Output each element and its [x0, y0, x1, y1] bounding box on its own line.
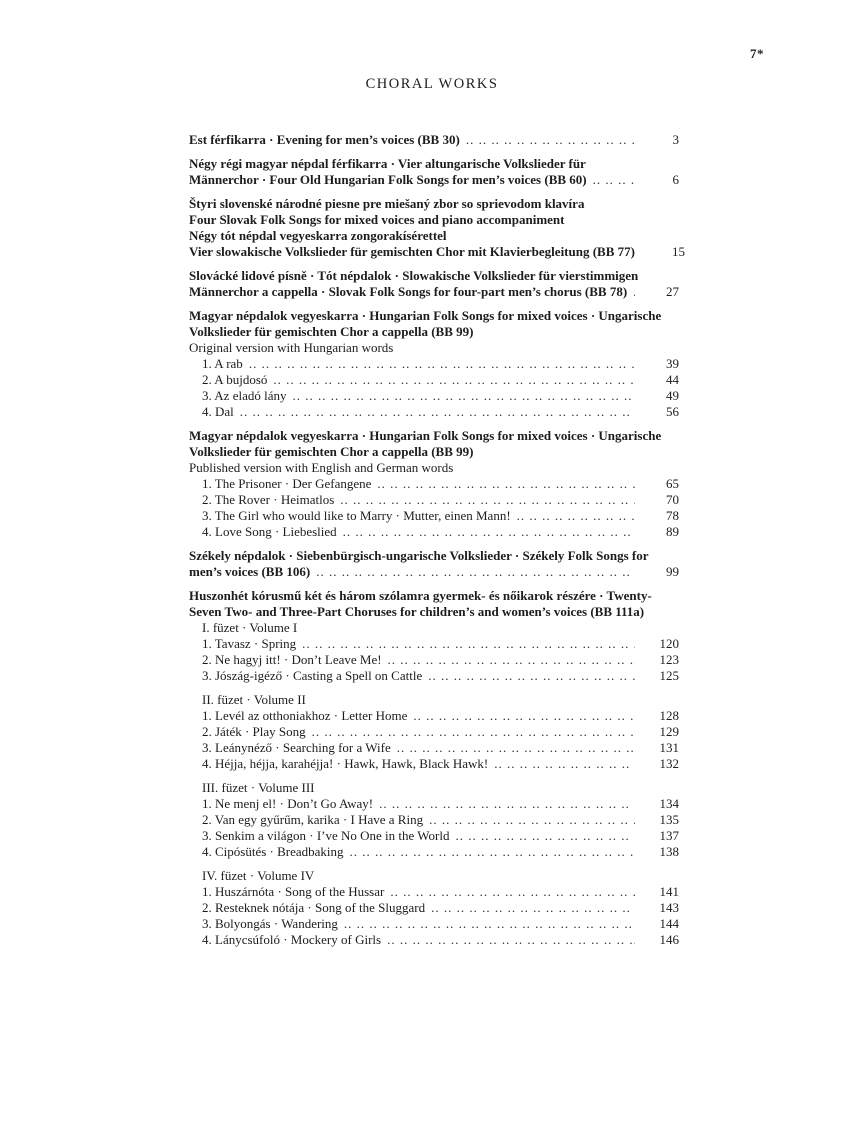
dot-leader: [517, 508, 635, 524]
dot-leader: [494, 756, 635, 772]
entry-page-number: 128: [659, 708, 679, 723]
entry-text: Slovácké lidové písně · Tót népdalok · Slowakische Volkslieder für vierstimmigen: [189, 268, 639, 283]
entry-page-number: 99: [666, 564, 679, 579]
toc-line: [189, 604, 679, 620]
toc-line: [189, 428, 679, 444]
page-title: CHORAL WORKS: [365, 76, 499, 92]
toc-line: [189, 724, 679, 740]
entry-text: 1. A rab: [202, 356, 243, 371]
toc-line: [189, 692, 679, 708]
toc-line: [189, 492, 679, 508]
entry-text: 3. Az eladó lány: [202, 388, 287, 403]
toc-line: [189, 740, 679, 756]
toc-line: [189, 812, 679, 828]
entry-page-number: 131: [659, 740, 679, 755]
toc-line: [189, 444, 679, 460]
entry-page-number: 135: [659, 812, 679, 827]
toc-line: [189, 916, 679, 932]
dot-leader: [377, 476, 635, 492]
entry-text: 1. Tavasz · Spring: [202, 636, 297, 651]
entry-text: 1. Huszárnóta · Song of the Hussar: [202, 884, 385, 899]
entry-text: Vier slowakische Volkslieder für gemischten Chor mit Klavierbegleitung (BB 77): [189, 244, 635, 259]
toc-line: [189, 868, 679, 884]
toc-line: [189, 508, 679, 524]
entry-text: 4. Love Song · Liebeslied: [202, 524, 337, 539]
entry-page-number: 144: [659, 916, 679, 931]
toc-line: [189, 796, 679, 812]
toc-line: [189, 340, 679, 356]
toc-line: [189, 900, 679, 916]
toc-line: [189, 268, 679, 284]
entry-page-number: 132: [659, 756, 679, 771]
entry-text: Négy tót népdal vegyeskarra zongorakísérettel: [189, 228, 447, 243]
toc-line: [189, 284, 679, 300]
entry-text: Seven Two- and Three-Part Choruses for children’s and women’s voices (BB 111a): [189, 604, 645, 619]
entry-page-number: 49: [666, 388, 679, 403]
toc-line: [189, 884, 679, 900]
entry-text: 2. Van egy gyűrűm, karika · I Have a Ring: [202, 812, 424, 827]
dot-leader: [343, 524, 635, 540]
entry-text: 3. Bolyongás · Wandering: [202, 916, 338, 931]
toc-block: [189, 196, 685, 260]
entry-text: II. füzet · Volume II: [202, 692, 306, 707]
toc-line: [189, 620, 679, 636]
entry-page-number: 6: [672, 172, 679, 187]
toc-block: [189, 268, 679, 300]
toc-line: [189, 356, 679, 372]
entry-text: 4. Cipósütés · Breadbaking: [202, 844, 344, 859]
entry-text: 1. Levél az otthoniakhoz · Letter Home: [202, 708, 408, 723]
dot-leader: [249, 356, 635, 372]
toc-block: [189, 156, 679, 188]
entry-page-number: 146: [659, 932, 679, 947]
toc-line: [189, 372, 679, 388]
entry-page-number: 138: [659, 844, 679, 859]
entry-text: Four Slovak Folk Songs for mixed voices and piano accompaniment: [189, 212, 565, 227]
table-of-contents: [189, 132, 685, 948]
toc-line: [189, 932, 679, 948]
entry-text: Männerchor a cappella · Slovak Folk Songs for four-part men’s chorus (BB 78): [189, 284, 628, 299]
dot-leader: [240, 404, 635, 420]
toc-block: [189, 428, 679, 540]
entry-text: Magyar népdalok vegyeskarra · Hungarian Folk Songs for mixed voices · Ungarische: [189, 428, 662, 443]
toc-block: [189, 132, 679, 148]
dot-leader: [429, 812, 635, 828]
toc-line: [189, 780, 679, 796]
toc-line: [189, 588, 679, 604]
entry-text: 4. Héjja, héjja, karahéjja! · Hawk, Hawk, Black Hawk!: [202, 756, 489, 771]
toc-line: [189, 668, 679, 684]
entry-page-number: 129: [659, 724, 679, 739]
dot-leader: [273, 372, 635, 388]
entry-text: men’s voices (BB 106): [189, 564, 311, 579]
entry-page-number: 78: [666, 508, 679, 523]
entry-page-number: 123: [659, 652, 679, 667]
dot-leader: [344, 916, 635, 932]
entry-text: Est férfikarra · Evening for men’s voices (BB 30): [189, 132, 460, 147]
toc-line: [189, 548, 679, 564]
entry-text: Négy régi magyar népdal férfikarra · Vier altungarische Volkslieder für: [189, 156, 586, 171]
entry-page-number: 27: [666, 284, 679, 299]
entry-page-number: 120: [659, 636, 679, 651]
entry-text: 4. Dal: [202, 404, 234, 419]
entry-text: 1. The Prisoner · Der Gefangene: [202, 476, 372, 491]
entry-text: Székely népdalok · Siebenbürgisch-ungarische Volkslieder · Székely Folk Songs for: [189, 548, 649, 563]
dot-leader: [431, 900, 635, 916]
dot-leader: [388, 652, 635, 668]
toc-block: [189, 548, 679, 580]
entry-text: I. füzet · Volume I: [202, 620, 298, 635]
entry-text: III. füzet · Volume III: [202, 780, 315, 795]
toc-line: [189, 844, 679, 860]
page-number: 7*: [750, 46, 764, 61]
dot-leader: [413, 708, 635, 724]
dot-leader: [387, 932, 635, 948]
dot-leader: [316, 564, 635, 580]
toc-line: [189, 828, 679, 844]
dot-leader: [428, 668, 635, 684]
entry-text: Huszonhét kórusmű két és három szólamra gyermek- és nőikarok részére · Twenty-: [189, 588, 652, 603]
entry-page-number: 125: [659, 668, 679, 683]
dot-leader: [312, 724, 635, 740]
entry-page-number: 39: [666, 356, 679, 371]
entry-text: Volkslieder für gemischten Chor a cappella (BB 99): [189, 444, 474, 459]
toc-line: [189, 524, 679, 540]
dot-leader: [350, 844, 635, 860]
toc-block: [189, 308, 679, 420]
entry-text: 2. A bujdosó: [202, 372, 268, 387]
dot-leader: [340, 492, 635, 508]
entry-text: Männerchor · Four Old Hungarian Folk Songs for men’s voices (BB 60): [189, 172, 587, 187]
dot-leader: [302, 636, 635, 652]
toc-line: [189, 756, 679, 772]
toc-line: [189, 636, 679, 652]
toc-line: [189, 228, 679, 244]
entry-text: 2. The Rover · Heimatlos: [202, 492, 335, 507]
entry-page-number: 15: [671, 244, 685, 259]
toc-line: [189, 156, 679, 172]
entry-text: Volkslieder für gemischten Chor a cappella (BB 99): [189, 324, 474, 339]
toc-line: [189, 324, 679, 340]
entry-page-number: 89: [666, 524, 679, 539]
dot-leader: [379, 796, 635, 812]
entry-text: Magyar népdalok vegyeskarra · Hungarian Folk Songs for mixed voices · Ungarische: [189, 308, 662, 323]
dot-leader: [455, 828, 635, 844]
entry-text: Original version with Hungarian words: [189, 340, 394, 355]
entry-text: 2. Ne hagyj itt! · Don’t Leave Me!: [202, 652, 382, 667]
toc-line: [189, 460, 679, 476]
entry-page-number: 134: [659, 796, 679, 811]
entry-page-number: 65: [666, 476, 679, 491]
dot-leader: [292, 388, 635, 404]
entry-text: 3. Leánynéző · Searching for a Wife: [202, 740, 391, 755]
toc-line: [189, 308, 679, 324]
toc-block: [189, 588, 679, 948]
toc-line: [189, 244, 685, 260]
entry-text: 3. Jószág-igéző · Casting a Spell on Cattle: [202, 668, 423, 683]
toc-line: [189, 132, 679, 148]
entry-text: IV. füzet · Volume IV: [202, 868, 315, 883]
entry-page-number: 141: [659, 884, 679, 899]
dot-leader: [633, 284, 635, 300]
toc-line: [189, 564, 679, 580]
toc-line: [189, 196, 679, 212]
toc-line: [189, 708, 679, 724]
entry-text: 4. Lánycsúfoló · Mockery of Girls: [202, 932, 382, 947]
toc-line: [189, 476, 679, 492]
entry-page-number: 56: [666, 404, 679, 419]
entry-page-number: 137: [659, 828, 679, 843]
entry-text: 3. Senkim a világon · I’ve No One in the World: [202, 828, 450, 843]
dot-leader: [593, 172, 635, 188]
entry-page-number: 143: [659, 900, 679, 915]
toc-line: [189, 172, 679, 188]
dot-leader: [397, 740, 635, 756]
entry-text: 1. Ne menj el! · Don’t Go Away!: [202, 796, 374, 811]
toc-line: [189, 652, 679, 668]
entry-page-number: 3: [672, 132, 679, 147]
entry-page-number: 44: [666, 372, 679, 387]
toc-line: [189, 212, 679, 228]
dot-leader: [390, 884, 635, 900]
entry-text: Published version with English and German words: [189, 460, 454, 475]
dot-leader: [466, 132, 635, 148]
toc-line: [189, 388, 679, 404]
entry-text: 3. The Girl who would like to Marry · Mutter, einen Mann!: [202, 508, 511, 523]
entry-text: 2. Játék · Play Song: [202, 724, 306, 739]
entry-page-number: 70: [666, 492, 679, 507]
entry-text: 2. Resteknek nótája · Song of the Sluggard: [202, 900, 426, 915]
entry-text: Štyri slovenské národné piesne pre miešaný zbor so sprievodom klavíra: [189, 196, 585, 211]
toc-line: [189, 404, 679, 420]
